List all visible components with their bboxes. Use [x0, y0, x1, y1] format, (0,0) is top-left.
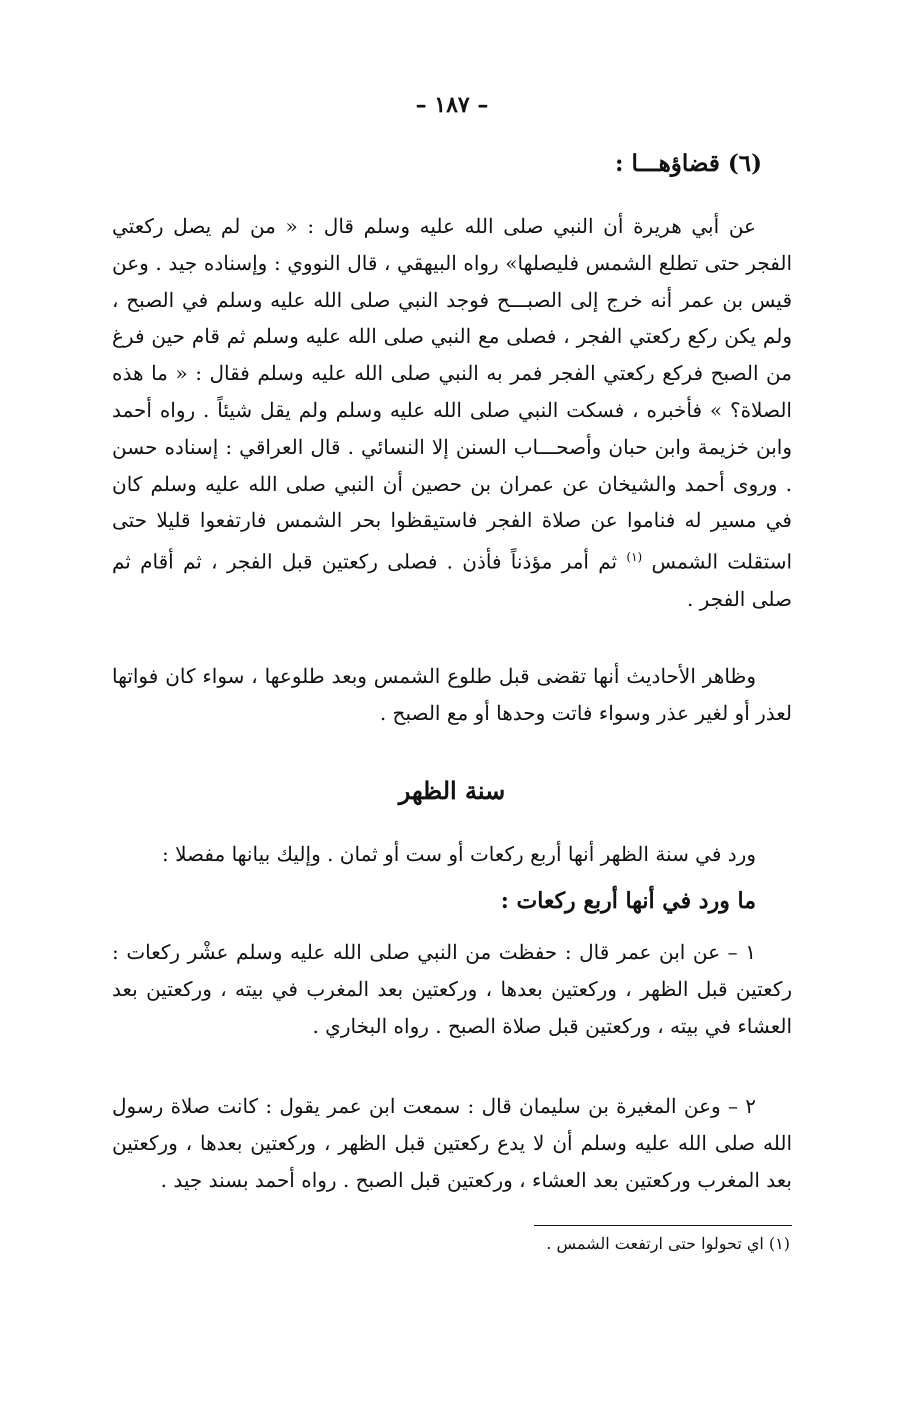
- chapter-heading: سنة الظهر: [398, 776, 506, 805]
- paragraph-block: [112, 208, 792, 617]
- book-page: [112, 0, 792, 1401]
- section-heading: (٦) قضاؤهـــا :: [614, 150, 762, 177]
- numbered-paragraph: ١ – عن ابن عمر قال : حفظت من النبي صلى الله عليه وسلم عشْر ركعات : ركعتين قبل الظهر ، وركعتين بعدها ، وركعتين بعد المغرب في بيته ، وركعتين بعد العشاء في بيته ، وركعتين قبل صلاة الصبح . رواه البخاري .: [112, 940, 792, 1038]
- sub-heading: ما ورد في أنها أربع ركعات :: [500, 888, 756, 914]
- page-number: – ١٨٧ –: [415, 92, 489, 118]
- paragraph-block: [112, 934, 792, 1044]
- footnote-marker: (١): [626, 550, 643, 565]
- paragraph-block: [112, 1088, 792, 1198]
- paragraph-text-continued: ثم أمر مؤذناً فأذن . فصلى ركعتين قبل الفجر ، ثم أقام ثم صلى الفجر .: [112, 549, 792, 611]
- hadith-paragraph: [112, 208, 792, 617]
- paragraph-block: [112, 658, 792, 732]
- paragraph-block: [112, 836, 792, 873]
- intro-paragraph: ورد في سنة الظهر أنها أربع ركعات أو ست أو ثمان . وإليك بيانها مفصلا :: [162, 842, 756, 866]
- summary-paragraph: وظاهر الأحاديث أنها تقضى قبل طلوع الشمس وبعد طلوعها ، سواء كان فواتها لعذر أو لغير عذر وسواء فاتت وحدها أو مع الصبح .: [112, 664, 792, 725]
- numbered-paragraph: ٢ – وعن المغيرة بن سليمان قال : سمعت ابن عمر يقول : كانت صلاة رسول الله صلى الله عليه وسلم أن لا يدع ركعتين قبل الظهر ، وركعتين بعدها ، وركعتين بعد المغرب وركعتين بعد العشاء ، وركعتين قبل الصبح . رواه أحمد بسند جيد .: [112, 1094, 792, 1192]
- footnote: (١) اي تحولوا حتى ارتفعت الشمس .: [546, 1234, 790, 1253]
- footnote-divider: [534, 1225, 792, 1226]
- paragraph-text: عن أبي هريرة أن النبي صلى الله عليه وسلم قال : « من لم يصل ركعتي الفجر حتى تطلع الشمس فليصلها» رواه البيهقي ، قال النووي : وإسناده جيد . وعن قيس بن عمر أنه خرج إلى الصبـــح فوجد النبي صلى الله عليه وسلم في الصبح ، ولم يكن ركع ركعتي الفجر ، فصلى مع النبي صلى الله عليه وسلم ثم قام حين فرغ من الصبح فركع ركعتي الفجر فمر به النبي صلى الله عليه وسلم فقال : « ما هذه الصلاة؟ » فأخبره ، فسكت النبي صلى الله عليه وسلم ولم يقل شيئاً . رواه أحمد وابن خزيمة وابن حبان وأصحـــاب السنن إلا النسائي . قال العراقي : إسناده حسن . وروى أحمد والشيخان عن عمران بن حصين أن النبي صلى الله عليه وسلم كان في مسير له فناموا عن صلاة الفجر فاستيقظوا بحر الشمس فارتفعوا قليلا حتى استقلت الشمس: [112, 214, 793, 574]
